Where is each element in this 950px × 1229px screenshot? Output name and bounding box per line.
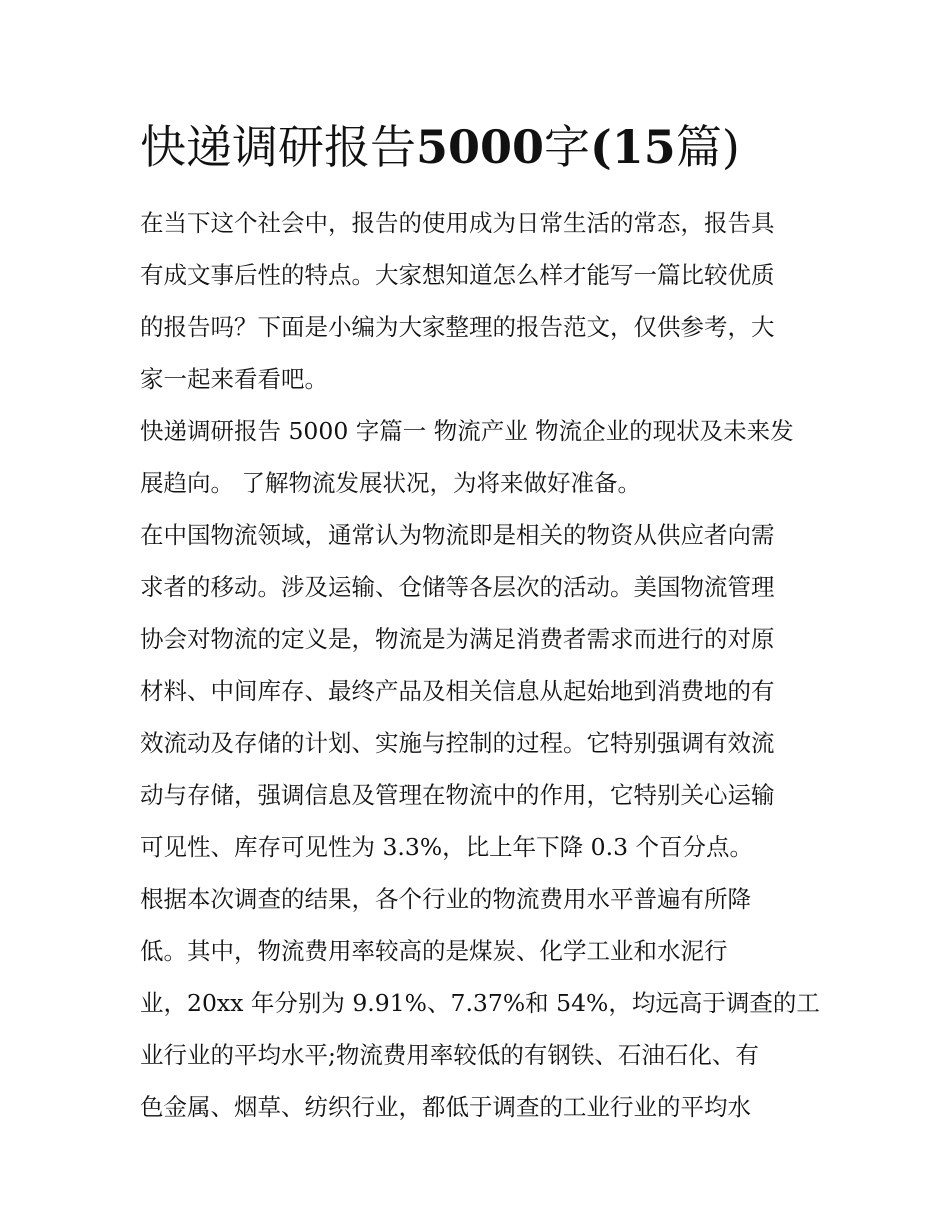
text-line: 效流动及存储的计划、实施与控制的过程。它特别强调有效流 bbox=[140, 729, 775, 757]
title-count: (15 bbox=[590, 120, 676, 174]
text-line: 在当下这个社会中，报告的使用成为日常生活的常态，报告具 bbox=[140, 209, 775, 237]
text-line: 业行业的平均水平;物流费用率较低的有钢铁、石油石化、有 bbox=[140, 1041, 759, 1069]
text-line: 有成文事后性的特点。大家想知道怎么样才能写一篇比较优质 bbox=[140, 261, 775, 289]
text-line: 展趋向。 了解物流发展状况，为将来做好准备。 bbox=[140, 469, 641, 497]
text-line: 色金属、烟草、纺织行业，都低于调查的工业行业的平均水 bbox=[140, 1093, 751, 1121]
text-line: 家一起来看看吧。 bbox=[140, 365, 328, 393]
text-line: 根据本次调查的结果，各个行业的物流费用水平普遍有所降 bbox=[140, 885, 751, 913]
text-line: 在中国物流领域，通常认为物流即是相关的物资从供应者向需 bbox=[140, 521, 775, 549]
text-line: 求者的移动。涉及运输、仓储等各层次的活动。美国物流管理 bbox=[140, 573, 775, 601]
title-text-2: 字 bbox=[544, 120, 591, 174]
document-body bbox=[140, 197, 820, 1133]
text-line: 业，20xx 年分别为 9.91%、7.37%和 54%，均远高于调查的工 bbox=[140, 989, 820, 1017]
text-line: 材料、中间库存、最终产品及相关信息从起始地到消费地的有 bbox=[140, 677, 775, 705]
text-line: 协会对物流的定义是，物流是为满足消费者需求而进行的对原 bbox=[140, 625, 775, 653]
text-line: 的报告吗？下面是小编为大家整理的报告范文，仅供参考，大 bbox=[140, 313, 775, 341]
title-number: 5000 bbox=[416, 120, 545, 174]
text-line: 动与存储，强调信息及管理在物流中的作用，它特别关心运输 bbox=[140, 781, 775, 809]
text-line: 可见性、库存可见性为 3.3%，比上年下降 0.3 个百分点。 bbox=[140, 833, 753, 861]
document-title bbox=[140, 112, 740, 182]
text-line: 低。其中，物流费用率较高的是煤炭、化学工业和水泥行 bbox=[140, 937, 728, 965]
text-line: 快递调研报告 5000 字篇一 物流产业 物流企业的现状及未来发 bbox=[140, 417, 794, 445]
title-text-1: 快递调研报告 bbox=[140, 120, 416, 174]
title-text-3: 篇) bbox=[675, 120, 740, 174]
